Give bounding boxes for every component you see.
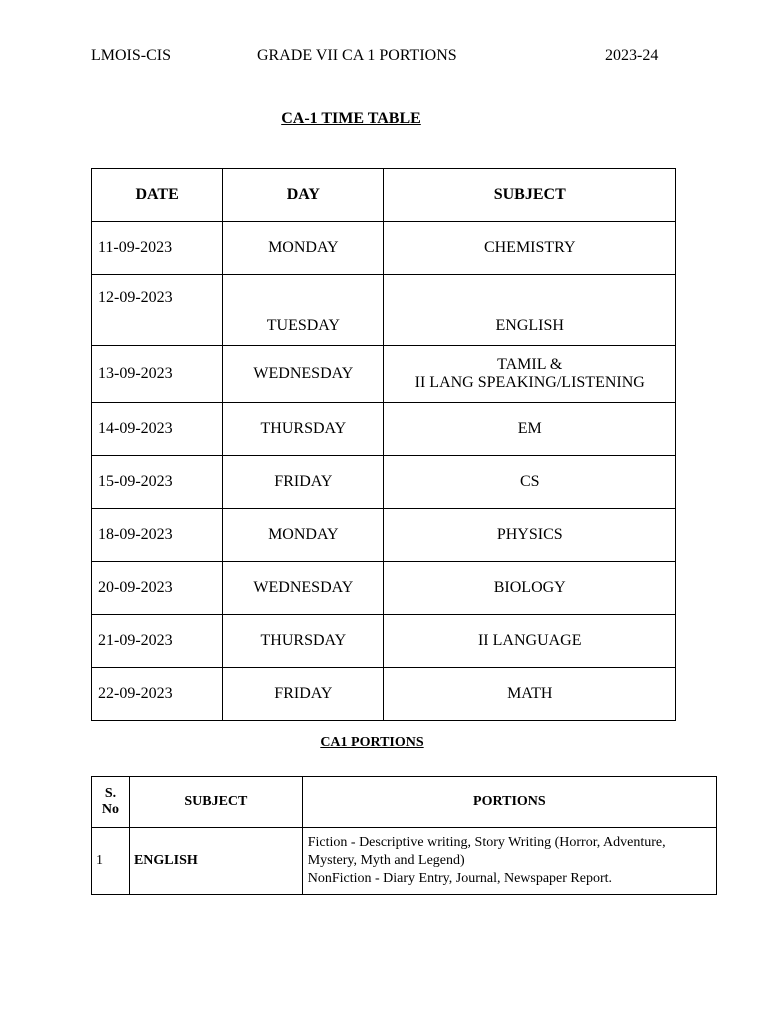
portions-header-row [92,777,717,828]
subject-cell [384,346,676,403]
table-row [92,403,676,456]
column-header-date: DATE [92,169,223,222]
day-cell: FRIDAY [223,456,384,509]
column-header-subject: SUBJECT [384,169,676,222]
subject-cell: EM [384,403,676,456]
day-cell: MONDAY [223,222,384,275]
school-code: LMOIS-CIS [91,47,172,64]
day-cell: MONDAY [223,509,384,562]
subject-cell: ENGLISH [129,828,302,895]
date-cell: 22-09-2023 [92,668,223,721]
date-cell: 12-09-2023 [92,275,223,346]
timetable-header-row [92,169,676,222]
portions-table [91,776,717,895]
table-row [92,562,676,615]
subject-cell: II LANGUAGE [384,615,676,668]
table-row [92,615,676,668]
day-cell: WEDNESDAY [223,562,384,615]
day-cell: TUESDAY [223,275,384,346]
subject-cell: CHEMISTRY [384,222,676,275]
column-header-subject: SUBJECT [129,777,302,828]
column-header-day: DAY [223,169,384,222]
table-row [92,668,676,721]
date-cell: 13-09-2023 [92,346,223,403]
subject-cell: BIOLOGY [384,562,676,615]
timetable-title: CA-1 TIME TABLE [281,110,421,127]
subject-cell: ENGLISH [384,275,676,346]
date-cell: 11-09-2023 [92,222,223,275]
day-cell: FRIDAY [223,668,384,721]
column-header-portions: PORTIONS [302,777,716,828]
subject-cell: CS [384,456,676,509]
portions-cell [302,828,716,895]
column-header-sno: S. No [92,777,130,828]
table-row [92,222,676,275]
day-cell: WEDNESDAY [223,346,384,403]
academic-year: 2023-24 [605,47,659,64]
date-cell: 15-09-2023 [92,456,223,509]
timetable [91,168,676,721]
table-row [92,346,676,403]
table-row [92,456,676,509]
subject-line-2: II LANG SPEAKING/LISTENING [414,374,645,391]
portions-title: CA1 PORTIONS [320,735,424,750]
subject-cell: PHYSICS [384,509,676,562]
date-cell: 18-09-2023 [92,509,223,562]
date-cell: 21-09-2023 [92,615,223,668]
portions-line: Mystery, Myth and Legend) [307,853,465,868]
portions-line: NonFiction - Diary Entry, Journal, Newspaper Report. [307,871,613,886]
day-cell: THURSDAY [223,403,384,456]
portions-line: Fiction - Descriptive writing, Story Writing (Horror, Adventure, [307,835,666,850]
table-row [92,509,676,562]
date-cell: 20-09-2023 [92,562,223,615]
day-cell: THURSDAY [223,615,384,668]
subject-line-1: TAMIL & [497,356,563,373]
sno-cell: 1 [92,828,130,895]
table-row [92,275,676,346]
date-cell: 14-09-2023 [92,403,223,456]
subject-cell: MATH [384,668,676,721]
table-row [92,828,717,895]
document-title: GRADE VII CA 1 PORTIONS [257,47,457,64]
